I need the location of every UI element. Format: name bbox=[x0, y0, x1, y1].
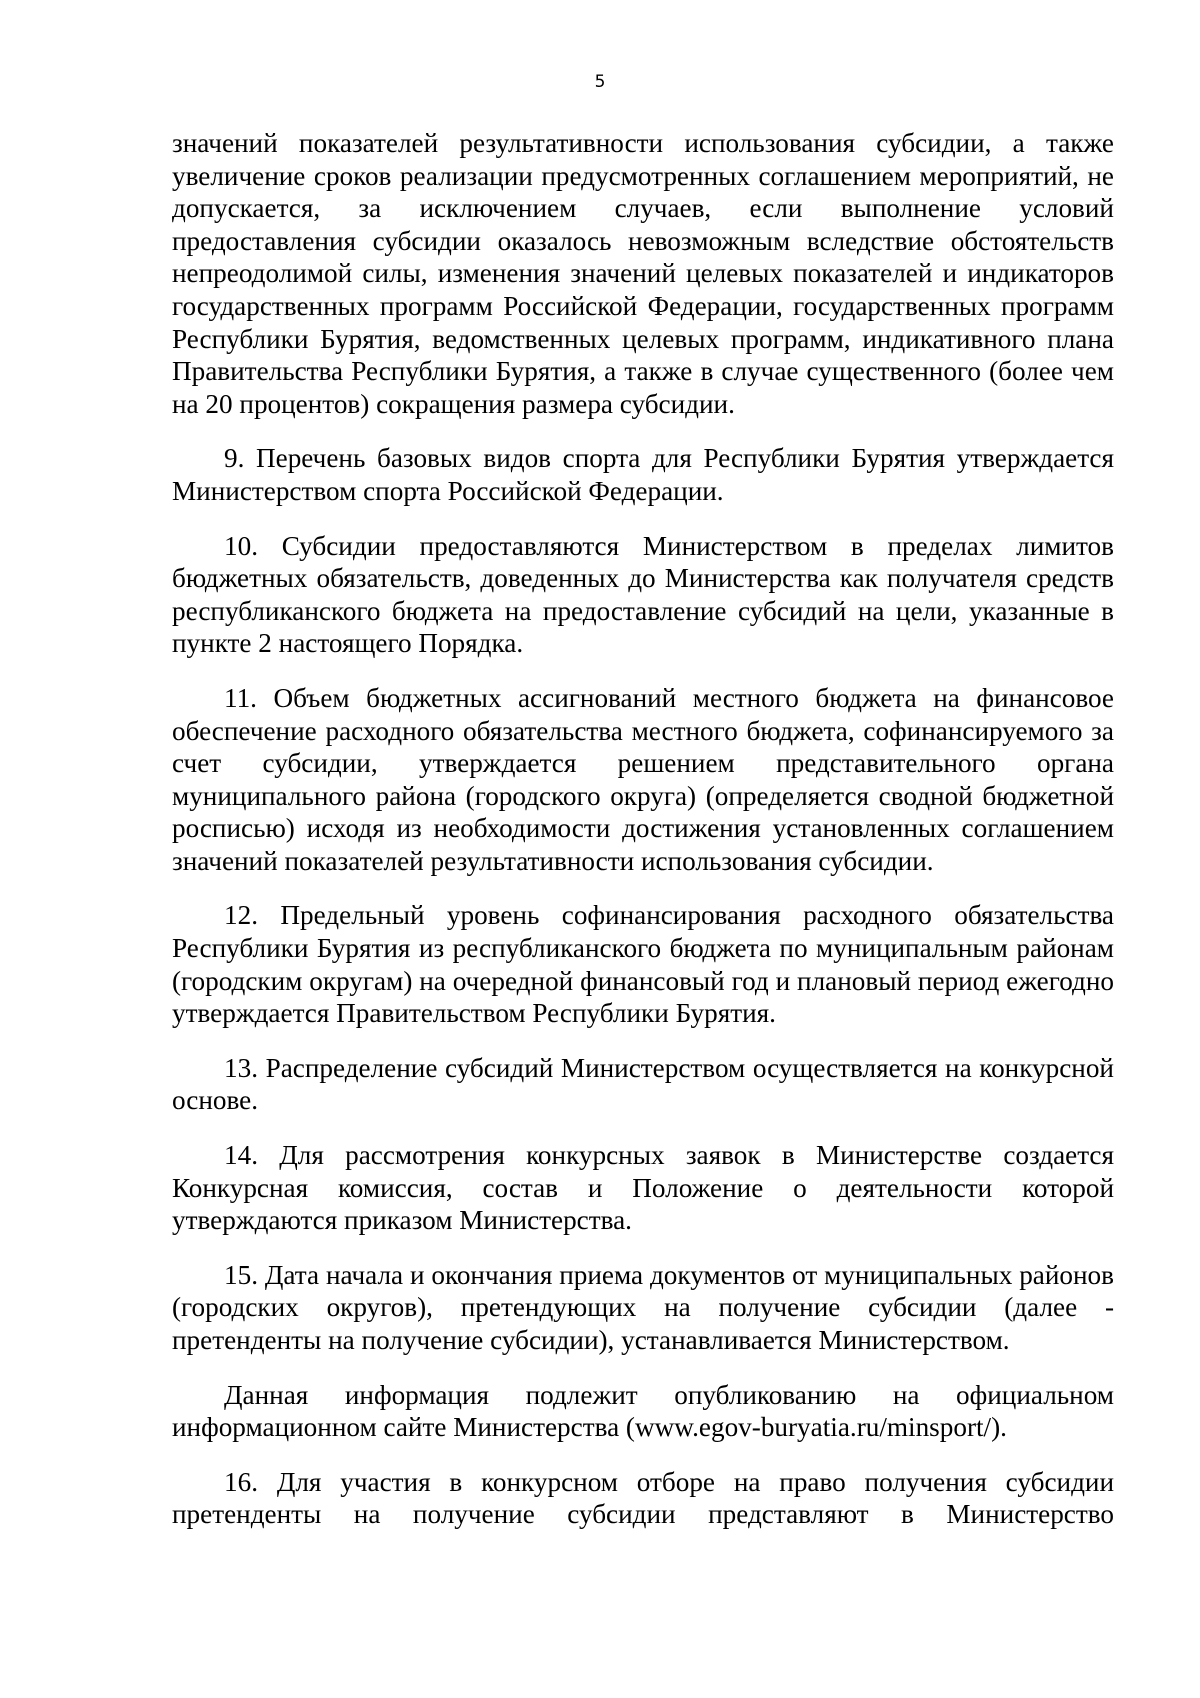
paragraph-9: 9. Перечень базовых видов спорта для Республики Бурятия утверждается Министерством спорта Российской Федерации. bbox=[172, 443, 1114, 506]
paragraph-15: 15. Дата начала и окончания приема документов от муниципальных районов (городских округов), претендующих на получение субсидии (далее - претенденты на получение субсидии), устанавливается Министерством. bbox=[172, 1259, 1114, 1355]
paragraph-continuation: значений показателей результативности использования субсидии, а также увеличение сроков реализации предусмотренных соглашением мероприятий, не допускается, за исключением случаев, если выполнение условий предоставления субсидии оказалось невозможным вследствие обстоятельств непреодолимой силы, изменения значений целевых показателей и индикаторов государственных программ Российской Федерации, государственных программ Республики Бурятия, ведомственных целевых программ, индикативного плана Правительства Республики Бурятия, а также в случае существенного (более чем на 20 процентов) сокращения размера субсидии. bbox=[172, 128, 1114, 419]
paragraph-11: 11. Объем бюджетных ассигнований местного бюджета на финансовое обеспечение расходного обязательства местного бюджета, софинансируемого за счет субсидии, утверждается решением представительного органа муниципального района (городского округа) (определяется сводной бюджетной росписью) исходя из необходимости достижения установленных соглашением значений показателей результативности использования субсидии. bbox=[172, 682, 1114, 876]
paragraph-13: 13. Распределение субсидий Министерством осуществляется на конкурсной основе. bbox=[172, 1052, 1114, 1116]
paragraph-12: 12. Предельный уровень софинансирования расходного обязательства Республики Бурятия из республиканского бюджета по муниципальным районам (городским округам) на очередной финансовый год и плановый период ежегодно утверждается Правительством Республики Бурятия. bbox=[172, 900, 1114, 1029]
page-number: 5 bbox=[594, 72, 606, 92]
paragraph-14: 14. Для рассмотрения конкурсных заявок в Министерстве создается Конкурсная комиссия, состав и Положение о деятельности которой утверждаются приказом Министерства. bbox=[172, 1140, 1114, 1236]
document-body bbox=[172, 127, 1114, 1553]
paragraph-16: 16. Для участия в конкурсном отборе на право получения субсидии претенденты на получение субсидии представляют в Министерство bbox=[172, 1466, 1114, 1530]
paragraph-15-publication: Данная информация подлежит опубликованию на официальном информационном сайте Министерства (www.egov-buryatia.ru/minsport/). bbox=[172, 1379, 1114, 1443]
paragraph-10: 10. Субсидии предоставляются Министерством в пределах лимитов бюджетных обязательств, доведенных до Министерства как получателя средств республиканского бюджета на предоставление субсидий на цели, указанные в пункте 2 настоящего Порядка. bbox=[172, 530, 1114, 659]
